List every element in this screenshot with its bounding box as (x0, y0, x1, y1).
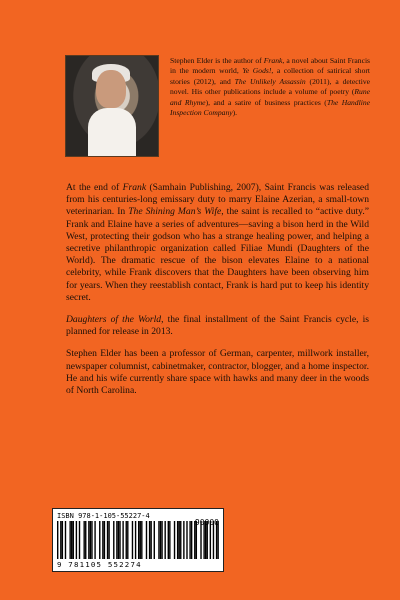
barcode-bar (99, 521, 100, 559)
text-run: ). (232, 108, 238, 118)
barcode-bar (69, 521, 70, 559)
barcode-bar (127, 521, 128, 559)
barcode-bar (118, 521, 119, 559)
barcode-bar (210, 521, 211, 559)
book-description (66, 182, 369, 407)
author-photo (65, 55, 159, 157)
author-bio (170, 56, 370, 118)
text-run: (2011), a detective novel. His other publications include a volume of poetry ( (170, 76, 371, 97)
barcode-bar (205, 521, 206, 559)
barcode-bar (164, 521, 165, 559)
barcode-bar (91, 521, 92, 559)
barcode-bar (180, 521, 181, 559)
barcode-bar (122, 521, 123, 559)
italic-title: Ye Gods! (242, 66, 272, 76)
barcode-bar (161, 521, 162, 559)
barcode-bar (203, 521, 204, 559)
barcode-bar (174, 521, 175, 559)
barcode-bar (79, 521, 80, 559)
text-run: , a novel about Saint Francis in the modern world, (170, 56, 371, 76)
barcode-bar (126, 521, 127, 559)
barcode-bar (177, 521, 178, 559)
barcode-bar (73, 521, 74, 559)
text-run: ), and a satire of business practices ( (205, 97, 327, 107)
barcode-bar (119, 521, 120, 559)
barcode-bar (141, 521, 142, 559)
barcode-bar (107, 521, 108, 559)
isbn-number: ISBN 978-1-105-55227-4 (57, 512, 150, 520)
barcode-bar (168, 521, 169, 559)
barcode-bars (57, 521, 219, 559)
italic-title: Rune and Rhyme (170, 87, 370, 107)
text-run: , a collection of satirical short stories (2012), and (170, 66, 371, 86)
barcode-bar (146, 521, 147, 559)
italic-title: The Handline Inspection Company (170, 97, 370, 118)
barcode-bar (149, 521, 150, 559)
text-run: Stephen Elder is the author of (170, 56, 264, 65)
text-run: (Samhain Publishing, 2007), Saint Francis was released from his centuries-long emissary duty to marry Elaine Azerian, a small-town veterinarian. In (66, 182, 369, 218)
barcode-bar (65, 521, 66, 559)
barcode-bar (102, 521, 103, 559)
barcode-bar (217, 521, 218, 559)
italic-title: Daughters of the World (66, 314, 162, 326)
barcode-bar (194, 521, 195, 559)
barcode-bar (116, 521, 117, 559)
barcode-bar (60, 521, 61, 559)
description-paragraph-1 (66, 182, 369, 304)
barcode-bar (76, 521, 77, 559)
barcode-bar (189, 521, 190, 559)
barcode-bar (108, 521, 109, 559)
barcode-bar (138, 521, 139, 559)
barcode-bar (71, 521, 72, 559)
barcode-bar (104, 521, 105, 559)
description-paragraph-2 (66, 314, 369, 338)
barcode-bar (196, 521, 197, 559)
isbn-barcode (52, 508, 224, 572)
barcode-bar (160, 521, 161, 559)
barcode-bar (135, 521, 136, 559)
barcode-bar (179, 521, 180, 559)
barcode-bar (183, 521, 184, 559)
barcode-bar (94, 521, 95, 559)
description-paragraph-3 (66, 348, 369, 397)
italic-title: The Unlikely Assassin (234, 76, 306, 86)
text-run: , the saint is recalled to “active duty.” Frank and Elaine have a series of adventures—saving a bison herd in the Wild West, protecting their godson who has a strange healing power, and helping a secretive philanthropic organization called Filiae Mundi (Daughters of the World). The dramatic rescue of the bison elevates Elaine to a national celebrity, while Frank discovers that the Daughters have been observing him for years. When they reestablish contact, Frank is hard put to keep his identity secret. (66, 206, 369, 303)
barcode-bar (186, 521, 187, 559)
barcode-bar (140, 521, 141, 559)
barcode-bar (213, 521, 214, 559)
barcode-bar (83, 521, 84, 559)
barcode-bar (200, 521, 201, 559)
barcode-bar (85, 521, 86, 559)
barcode-bar (150, 521, 151, 559)
text-run: At the end of (66, 182, 123, 193)
ean-digits: 9 781105 552274 (57, 560, 142, 569)
barcode-bar (154, 521, 155, 559)
barcode-svg (57, 521, 219, 559)
barcode-bar (57, 521, 58, 559)
italic-title: The Shining Man’s Wife (128, 206, 222, 218)
text-run: Stephen Elder has been a professor of German, carpenter, millwork installer, newspaper columnist, cabinetmaker, contractor, blogger, and a home inspector. He and his wife currently share space with hawks and many deer in the woods of North Carolina. (66, 348, 369, 397)
barcode-bar (216, 521, 217, 559)
text-run: , the final installment of the Saint Francis cycle, is planned for release in 2013. (66, 314, 369, 338)
italic-title: Frank (263, 56, 283, 65)
barcode-bar (88, 521, 89, 559)
barcode-bar (158, 521, 159, 559)
barcode-bar (113, 521, 114, 559)
italic-title: Frank (122, 182, 147, 193)
barcode-bar (191, 521, 192, 559)
author-face (96, 70, 126, 108)
barcode-bar (207, 521, 208, 559)
author-collar (88, 108, 136, 156)
barcode-bar (132, 521, 133, 559)
barcode-bar (62, 521, 63, 559)
barcode-bar (90, 521, 91, 559)
barcode-bar (169, 521, 170, 559)
